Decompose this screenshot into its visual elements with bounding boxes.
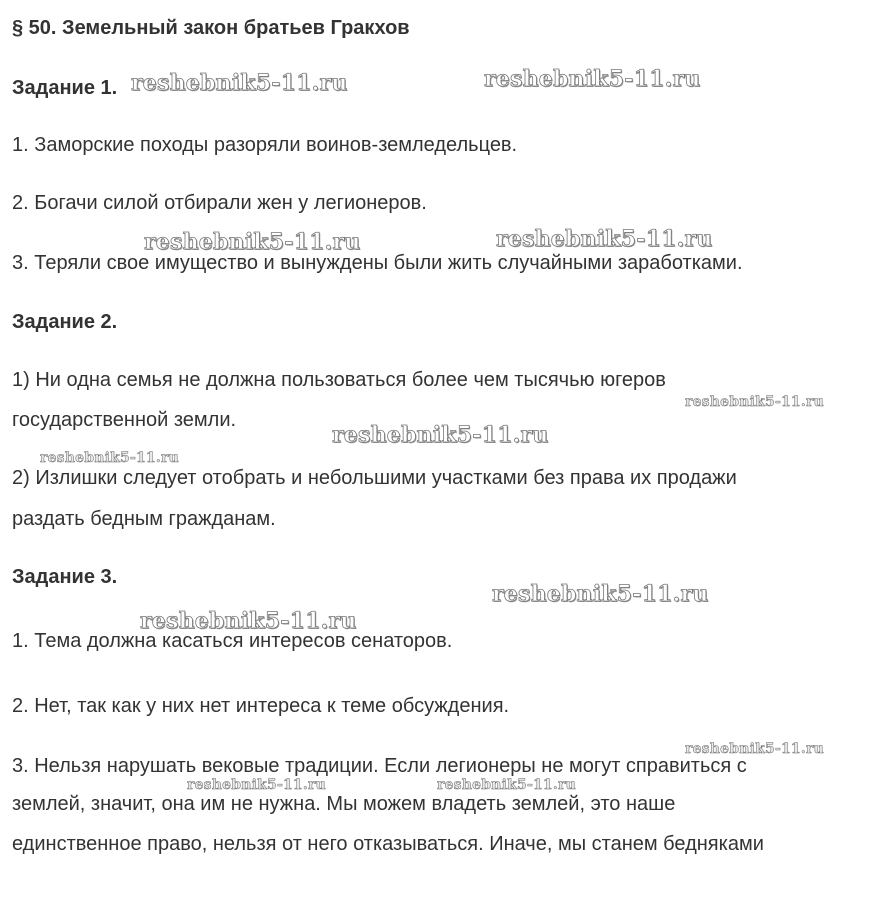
task2-line-3: 2) Излишки следует отобрать и небольшими участками без права их продажи xyxy=(12,467,737,489)
watermark: reshebnik5-11.ru xyxy=(140,608,357,634)
page-title: § 50. Земельный закон братьев Гракхов xyxy=(12,17,410,39)
task1-heading: Задание 1. xyxy=(12,77,118,99)
watermark: reshebnik5-11.ru xyxy=(332,422,549,448)
task2-line-1: 1) Ни одна семья не должна пользоваться более чем тысячью югеров xyxy=(12,369,666,391)
task2-heading: Задание 2. xyxy=(12,311,118,333)
task3-line-1: 1. Тема должна касаться интересов сенаторов. xyxy=(12,630,453,652)
watermark: reshebnik5-11.ru xyxy=(40,450,179,466)
task3-heading: Задание 3. xyxy=(12,566,118,588)
task1-item-1: 1. Заморские походы разоряли воинов-земледельцев. xyxy=(12,134,518,156)
task3-line-2: 2. Нет, так как у них нет интереса к теме обсуждения. xyxy=(12,695,510,717)
task2-line-2: государственной земли. xyxy=(12,409,237,431)
watermark: reshebnik5-11.ru xyxy=(131,70,348,96)
task1-item-2: 2. Богачи силой отбирали жен у легионеров. xyxy=(12,192,427,214)
task1-item-3: 3. Теряли свое имущество и вынуждены были жить случайными заработками. xyxy=(12,252,743,274)
task3-line-3: 3. Нельзя нарушать вековые традиции. Если легионеры не могут справиться с xyxy=(12,755,747,777)
watermark: reshebnik5-11.ru xyxy=(484,66,701,92)
task3-line-5: единственное право, нельзя от него отказываться. Иначе, мы станем бедняками xyxy=(12,833,764,855)
watermark: reshebnik5-11.ru xyxy=(187,777,326,793)
task3-line-4: землей, значит, она им не нужна. Мы можем владеть землей, это наше xyxy=(12,793,676,815)
watermark: reshebnik5-11.ru xyxy=(437,777,576,793)
watermark: reshebnik5-11.ru xyxy=(496,226,713,252)
watermark: reshebnik5-11.ru xyxy=(492,581,709,607)
watermark: reshebnik5-11.ru xyxy=(685,394,824,410)
task2-line-4: раздать бедным гражданам. xyxy=(12,508,276,530)
watermark: reshebnik5-11.ru xyxy=(144,229,361,255)
watermark: reshebnik5-11.ru xyxy=(685,741,824,757)
